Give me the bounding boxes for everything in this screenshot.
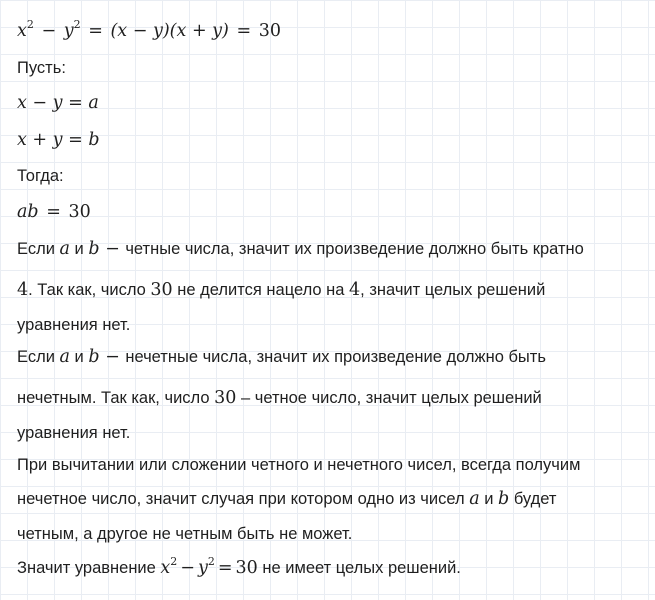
equation-a [17,91,99,115]
operator-equals: = [46,202,61,222]
text: Значит уравнение [17,559,161,577]
paragraph-even-line2 [17,278,545,302]
paragraph-mixed-line1: При вычитании или сложении четного и нечетного чисел, всегда получим [17,456,581,474]
exponent: 2 [170,555,178,568]
conclusion-line [17,556,461,580]
text: . Так как, число [28,281,151,299]
exponent: 2 [26,18,34,31]
var-b: b [498,489,510,509]
paragraph-odd-line1 [17,345,546,369]
operator-minus: − [180,558,195,578]
operator-equals: = [217,558,233,578]
text: не делится нацело на [172,281,350,299]
value-30: 30 [235,558,258,578]
value-30: 30 [258,21,282,41]
factors: (x − y)(x + y) [110,21,229,41]
text: нечетные числа, значит их произведение должно быть [125,348,546,366]
text: и [69,240,89,258]
paragraph-even-line3: уравнения нет. [17,316,131,334]
dash: − [99,239,126,259]
equation-ab [17,200,91,224]
exponent: 2 [73,18,81,31]
number-30: 30 [214,388,237,408]
var-a: a [59,239,70,259]
let-label: Пусть: [17,59,66,77]
text: нечетным. Так как, число [17,389,215,407]
paragraph-odd-line3: уравнения нет. [17,424,131,442]
number-4: 4 [17,280,29,300]
text: четные числа, значит их произведение должно быть кратно [125,240,584,258]
equation-b [17,128,100,152]
var-b: b [88,347,100,367]
paragraph-mixed-line3: четным, а другое не четным быть не может. [17,525,353,543]
var-y: y [63,21,74,41]
operator-equals: = [88,21,103,41]
text: и [69,348,89,366]
var-b: b [88,239,100,259]
number-4: 4 [349,280,361,300]
var-a: a [59,347,70,367]
text: – четное число, значит целых решений [236,389,542,407]
text: нечетное число, значит случая при котором одно из чисел [17,490,470,508]
var-a: a [469,489,480,509]
text: будет [509,490,557,508]
number-30: 30 [150,280,173,300]
paragraph-odd-line2 [17,386,542,410]
operator-equals: = [236,21,252,41]
exponent: 2 [207,555,215,568]
then-label: Тогда: [17,167,64,185]
paragraph-mixed-line2 [17,487,556,511]
equation-b-text: x + y = b [17,130,100,150]
text: и [479,490,499,508]
value-30: 30 [68,202,91,222]
equation-difference-of-squares [17,19,281,43]
var-x: x [17,21,27,41]
text: не имеет целых решений. [257,559,461,577]
operator-minus: − [41,21,57,41]
product-ab: ab [17,202,39,222]
text: Если [17,240,60,258]
var-x: x [160,558,171,578]
dash: − [99,347,126,367]
equation-a-text: x − y = a [17,93,99,113]
text: , значит целых решений [360,281,546,299]
var-y: y [197,558,208,578]
text: Если [17,348,60,366]
paragraph-even-line1 [17,237,584,261]
